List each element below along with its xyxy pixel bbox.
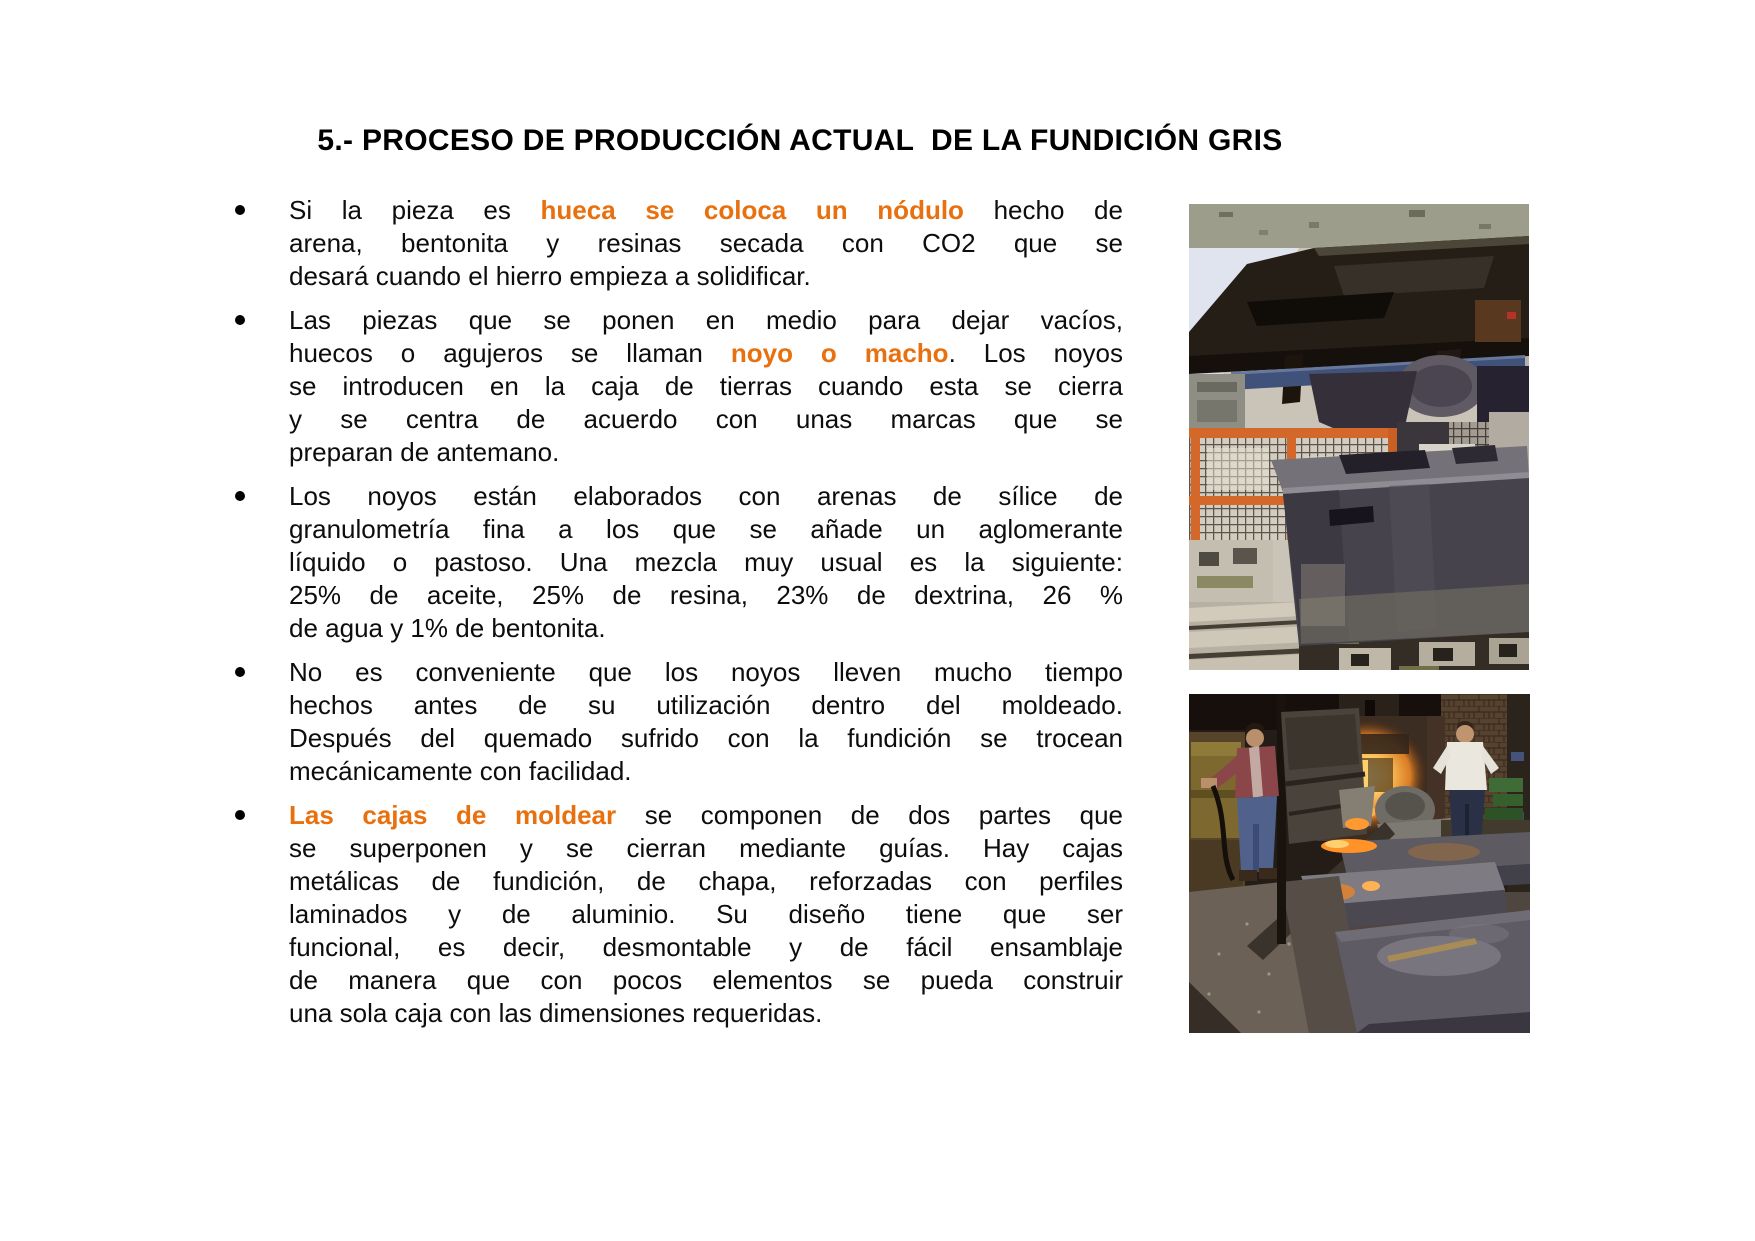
text-segment: huecos o agujeros se llaman bbox=[289, 338, 731, 368]
highlighted-text: Las cajas de moldear bbox=[289, 800, 617, 830]
text-segment: funcional, es decir, desmontable y de fácil ensamblaje bbox=[289, 932, 1123, 962]
bullet-marker-icon bbox=[235, 810, 245, 820]
text-segment: Después del quemado sufrido con la fundición se trocean bbox=[289, 723, 1123, 753]
bullet-list bbox=[289, 194, 1123, 1041]
text-segment: se superponen y se cierran mediante guías. Hay cajas bbox=[289, 833, 1123, 863]
text-segment: 25% de aceite, 25% de resina, 23% de dextrina, 26 % bbox=[289, 580, 1123, 610]
text-line bbox=[289, 612, 1123, 645]
text-line bbox=[289, 964, 1123, 997]
text-line bbox=[289, 480, 1123, 513]
text-line bbox=[289, 436, 1123, 469]
text-segment: Los noyos están elaborados con arenas de sílice de bbox=[289, 481, 1123, 511]
text-line bbox=[289, 656, 1123, 689]
molding-box-under-press-photo bbox=[1189, 204, 1529, 670]
bullet-item bbox=[289, 304, 1123, 469]
text-segment: No es conveniente que los noyos lleven mucho tiempo bbox=[289, 657, 1123, 687]
text-segment: de manera que con pocos elementos se pueda construir bbox=[289, 965, 1123, 995]
text-segment: metálicas de fundición, de chapa, reforzadas con perfiles bbox=[289, 866, 1123, 896]
text-segment: . Los noyos bbox=[948, 338, 1123, 368]
text-line bbox=[289, 755, 1123, 788]
text-segment: de agua y 1% de bentonita. bbox=[289, 613, 606, 643]
text-line bbox=[289, 260, 1123, 293]
text-segment: granulometría fina a los que se añade un aglomerante bbox=[289, 514, 1123, 544]
highlighted-text: noyo o macho bbox=[730, 338, 949, 368]
foundry-pouring-area-photo bbox=[1189, 694, 1530, 1033]
text-line bbox=[289, 579, 1123, 612]
text-line bbox=[289, 337, 1123, 370]
text-line bbox=[289, 832, 1123, 865]
bullet-item bbox=[289, 656, 1123, 788]
bullet-marker-icon bbox=[235, 491, 245, 501]
text-segment: líquido o pastoso. Una mezcla muy usual es la siguiente: bbox=[289, 547, 1123, 577]
text-segment: mecánicamente con facilidad. bbox=[289, 756, 632, 786]
text-segment: Las piezas que se ponen en medio para dejar vacíos, bbox=[289, 305, 1123, 335]
text-line bbox=[289, 403, 1123, 436]
bullet-item bbox=[289, 480, 1123, 645]
text-segment: Si la pieza es bbox=[289, 195, 541, 225]
molding-box-photo-graphic bbox=[1189, 204, 1529, 670]
text-segment: se introducen en la caja de tierras cuando esta se cierra bbox=[289, 371, 1123, 401]
bullet-item bbox=[289, 194, 1123, 293]
text-line bbox=[289, 513, 1123, 546]
bullet-item bbox=[289, 799, 1123, 1030]
text-segment: hecho de bbox=[963, 195, 1123, 225]
text-line bbox=[289, 227, 1123, 260]
page-title: 5.- PROCESO DE PRODUCCIÓN ACTUAL DE LA FUNDICIÓN GRIS bbox=[317, 124, 1283, 157]
text-segment: hechos antes de su utilización dentro del moldeado. bbox=[289, 690, 1123, 720]
text-line bbox=[289, 865, 1123, 898]
text-segment: se componen de dos partes que bbox=[616, 800, 1123, 830]
text-line bbox=[289, 546, 1123, 579]
highlighted-text: hueca se coloca un nódulo bbox=[540, 195, 964, 225]
text-line bbox=[289, 722, 1123, 755]
text-line bbox=[289, 997, 1123, 1030]
text-line bbox=[289, 689, 1123, 722]
foundry-pouring-photo-graphic bbox=[1189, 694, 1530, 1033]
text-line bbox=[289, 370, 1123, 403]
bullet-marker-icon bbox=[235, 315, 245, 325]
text-line bbox=[289, 931, 1123, 964]
text-line bbox=[289, 898, 1123, 931]
text-segment: y se centra de acuerdo con unas marcas que se bbox=[289, 404, 1123, 434]
text-segment: preparan de antemano. bbox=[289, 437, 560, 467]
bullet-marker-icon bbox=[235, 205, 245, 215]
bullet-marker-icon bbox=[235, 667, 245, 677]
text-segment: desará cuando el hierro empieza a solidificar. bbox=[289, 261, 811, 291]
text-line bbox=[289, 304, 1123, 337]
text-segment: arena, bentonita y resinas secada con CO2 que se bbox=[289, 228, 1123, 258]
text-line bbox=[289, 194, 1123, 227]
text-line bbox=[289, 799, 1123, 832]
text-segment: laminados y de aluminio. Su diseño tiene que ser bbox=[289, 899, 1123, 929]
text-segment: una sola caja con las dimensiones requeridas. bbox=[289, 998, 823, 1028]
